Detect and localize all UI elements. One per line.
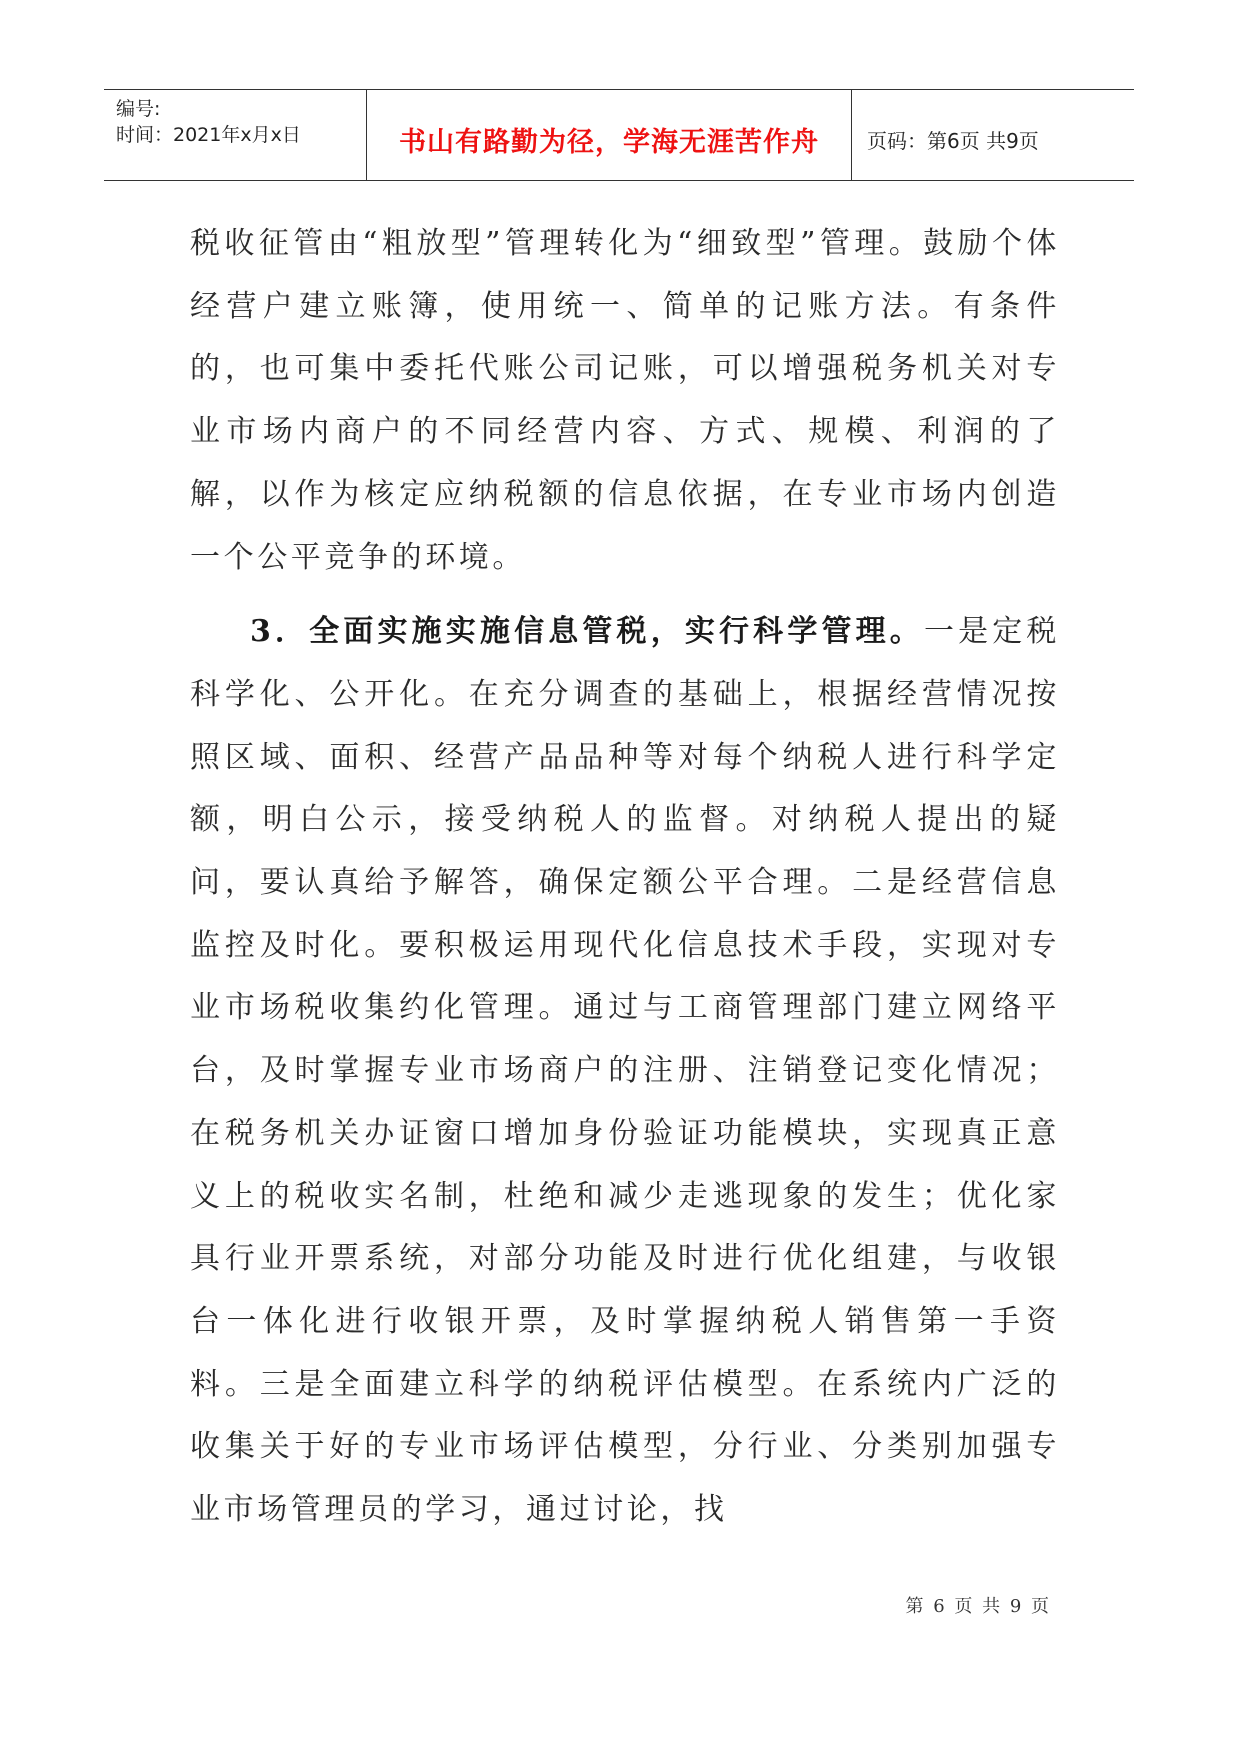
page-header xyxy=(104,89,1134,181)
document-number-label: 编号: xyxy=(116,98,161,120)
header-meta-cell xyxy=(104,90,367,180)
paragraph-2-text: 一是定税科学化、公开化。在充分调查的基础上，根据经营情况按照区域、面积、经营产品品种等对每个纳税人进行科学定额，明白公示，接受纳税人的监督。对纳税人提出的疑问，要认真给予解答，确保定额公平合理。二是经营信息监控及时化。要积极运用现代化信息技术手段，实现对专业市场税收集约化管理。通过与工商管理部门建立网络平台，及时掌握专业市场商户的注册、注销登记变化情况；在税务机关办证窗口增加身份验证功能模块，实现真正意义上的税收实名制，杜绝和减少走逃现象的发生；优化家具行业开票系统，对部分功能及时进行优化组建，与收银台一体化进行收银开票，及时掌握纳税人销售第一手资料。三是全面建立科学的纳税评估模型。在系统内广泛的收集关于好的专业市场评估模型，分行业、分类别加强专业市场管理员的学习，通过讨论，找 xyxy=(190,614,1060,1528)
header-motto: 书山有路勤为径，学海无涯苦作舟 xyxy=(399,126,819,158)
header-page-code: 页码：第6页 共9页 xyxy=(867,128,1039,153)
header-motto-cell xyxy=(367,90,852,180)
paragraph-1: 税收征管由“粗放型”管理转化为“细致型”管理。鼓励个体经营户建立账簿，使用统一、简单的记账方法。有条件的，也可集中委托代账公司记账，可以增强税务机关对专业市场内商户的不同经营内容、方式、规模、利润的了解，以作为核定应纳税额的信息依据，在专业市场内创造一个公平竞争的环境。 xyxy=(190,226,1060,575)
paragraph-2 xyxy=(190,601,1060,1542)
paragraph-2-heading: 3．全面实施实施信息管税，实行科学管理。 xyxy=(250,614,924,650)
header-page-cell xyxy=(852,90,1134,180)
document-time-label: 时间：2021年x月x日 xyxy=(116,124,301,146)
page-footer: 第 6 页 共 9 页 xyxy=(905,1596,1051,1617)
document-body xyxy=(190,213,1060,1542)
